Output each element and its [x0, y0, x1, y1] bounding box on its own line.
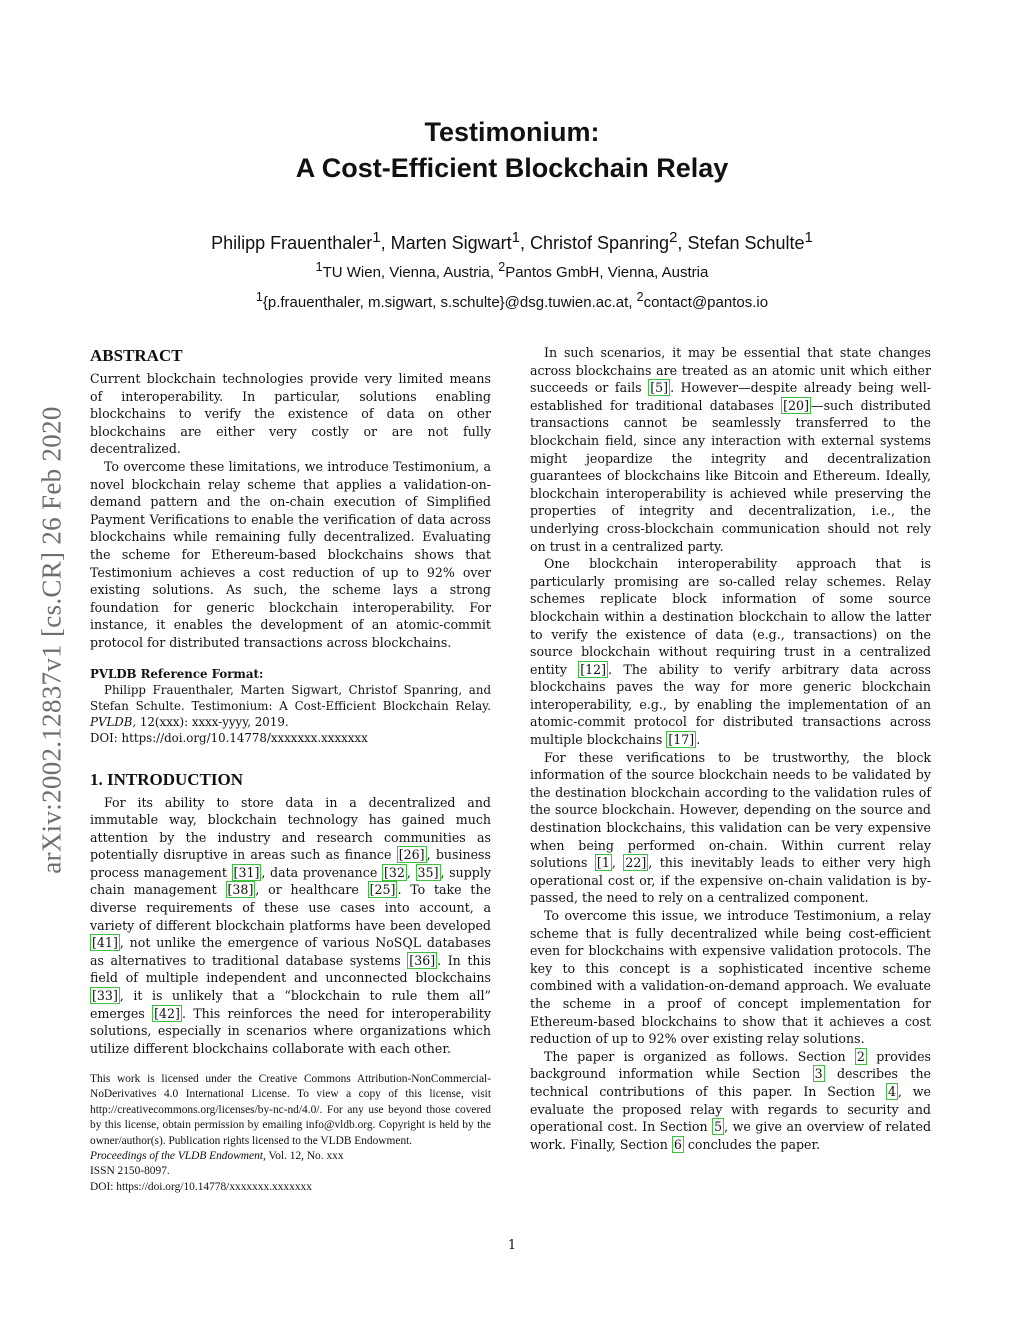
- text: One blockchain interoperability approach that is particularly promising are so-called relay schemes. Relay schemes replicate block information of some source blockchain within a destination blockchain to allow the latter to verify the existence of data (e.g., transactions) on the source blockchain without requiring trust in a centralized entity: [530, 556, 931, 677]
- text: , we evaluate the proposed relay with regards to security and operational cost. In Section: [530, 1083, 931, 1135]
- proceedings-volume: Vol. 12, No. xxx: [265, 1150, 344, 1163]
- abstract-heading: ABSTRACT: [90, 346, 183, 365]
- citation-link[interactable]: [33]: [92, 988, 118, 1004]
- author-3: Christof Spanring: [530, 233, 670, 253]
- citation-link[interactable]: [41]: [92, 935, 118, 951]
- text: . In this field of multiple independent and unconnected blockchains: [90, 952, 491, 986]
- text: , business process management: [90, 847, 491, 880]
- text: . However—despite already being well-established for traditional databases: [530, 380, 931, 413]
- citation-link[interactable]: [36]: [409, 952, 436, 968]
- text: , not unlike the emergence of various NoSQL databases as alternatives to traditional database systems: [90, 935, 491, 968]
- license-footnote: [90, 1072, 491, 1195]
- reference-venue: PVLDB: [90, 714, 133, 729]
- sup: 1: [804, 229, 813, 246]
- right-paragraph-5: [530, 1048, 931, 1154]
- citation-link[interactable]: [20]: [783, 397, 809, 413]
- citation-link[interactable]: [5]: [650, 380, 669, 396]
- text: . This reinforces the need for interoperability solutions, especially in scenarios where organizations which utilize different blockchains collaborate with each other.: [90, 1005, 491, 1056]
- text: .: [696, 732, 701, 748]
- right-paragraph-4: To overcome this issue, we introduce Testimonium, a relay scheme that is fully decentralized while being cost-efficient even for blockchains with expensive validation protocols. The key to this concept is a sophisticated incentive scheme combined with a validation-on-demand approach. We evaluate the scheme in a proof of concept implementation for Ethereum-based blockchains to show that it achieves a cost reduction of up to 92% over existing relay solutions.: [530, 908, 931, 1047]
- text: , or healthcare: [255, 882, 368, 898]
- citation-link[interactable]: [1: [596, 855, 610, 871]
- citation-link[interactable]: [25]: [369, 882, 396, 898]
- emails: [0, 285, 1024, 315]
- affiliations: [0, 255, 1024, 285]
- reference-authors: Philipp Frauenthaler, Marten Sigwart, Christof Spanring, and Stefan Schulte. Testimonium: A Cost-Efficient Blockchain Relay.: [90, 682, 491, 713]
- introduction-heading: 1. INTRODUCTION: [90, 769, 244, 789]
- author-2: Marten Sigwart: [390, 233, 512, 253]
- text: . To take the diverse requirements of these use cases into account, a variety of different blockchain platforms have been developed: [90, 882, 492, 933]
- paper-title: [0, 114, 1024, 186]
- sup: 2: [669, 229, 678, 246]
- abstract-paragraph-1: Current blockchain technologies provide very limited means of interoperability. In particular, solutions enabling blockchains to verify the existence of data on other blockchains are either very costly or are not fully decentralized.: [90, 371, 491, 457]
- proceedings-line: [90, 1149, 491, 1164]
- text: , supply chain management: [90, 864, 491, 898]
- section-link[interactable]: 2: [856, 1048, 865, 1064]
- sup: 1: [511, 229, 520, 246]
- proceedings-title: Proceedings of the VLDB Endowment,: [90, 1150, 266, 1163]
- text: The paper is organized as follows. Section: [544, 1048, 855, 1064]
- text: . The ability to verify arbitrary data across blockchains paves the way for more generic blockchain interoperability, e.g., by enabling the implementation of an atomic-commit protocol for distributed transactions across multiple blockchains: [530, 661, 931, 748]
- text: ,: [406, 864, 416, 880]
- sup: 1: [372, 229, 381, 246]
- right-column: [530, 344, 931, 1153]
- affiliation-2: Pantos GmbH, Vienna, Austria: [505, 264, 709, 281]
- right-paragraph-2: [530, 555, 931, 749]
- license-doi-line: DOI: https://doi.org/10.14778/xxxxxxx.xxxxxxx: [90, 1180, 312, 1193]
- reference-venue-rest: , 12(xxx): xxxx-yyyy, 2019.: [132, 714, 289, 729]
- sup: 1: [315, 260, 323, 274]
- page-number: 1: [507, 1238, 517, 1253]
- text: For its ability to store data in a decentralized and immutable way, blockchain technology has gained much attention by the industry and research communities as potentially disruptive in areas such as finance: [90, 794, 491, 863]
- reference-format-heading: PVLDB Reference Format:: [90, 666, 264, 681]
- author-1: Philipp Frauenthaler: [211, 233, 373, 253]
- text: For these verifications to be trustworthy, the block information of the source blockchain needs to be validated by the destination blockchain according to the validation rules of the source blockchain. However, depending on the source and destination blockchains, this validation can be very expensive when being performed on-chain. Within current relay solutions: [530, 749, 931, 871]
- citation-link[interactable]: [31]: [233, 864, 260, 880]
- author-names: Philipp Frauenthaler$^1$, Marten Sigwart$^1$, Christof Spanring$^2$, Stefan Schulte$^1$: [211, 229, 813, 253]
- text: , data provenance: [261, 864, 382, 880]
- section-link[interactable]: 5: [714, 1119, 723, 1135]
- text: ,: [611, 855, 624, 871]
- section-link[interactable]: 3: [814, 1066, 823, 1082]
- text: describes the technical contributions of this paper. In Section: [530, 1066, 932, 1099]
- section-link[interactable]: 4: [887, 1083, 896, 1099]
- text: —such distributed transactions cannot be seamlessly transferred to the blockchain field, since any interaction with external systems might jeopardize the integrity and decentralization guarantees of blockchains like Bitcoin and Ethereum. Ideally, blockchain interoperability is achieved while preserving the properties of integrity and decentralization, i.e., the underlying cross-blockchain communication should not rely on trust in a centralized party.: [530, 397, 931, 554]
- title-line-1: Testimonium:: [424, 117, 600, 147]
- text: In such scenarios, it may be essential that state changes across blockchains are treated as an atomic unit which either succeeds or fails: [530, 345, 931, 396]
- citation-link[interactable]: [17]: [668, 732, 695, 748]
- abstract-paragraph-2: To overcome these limitations, we introduce Testimonium, a novel blockchain relay scheme that applies a validation-on-demand pattern and the on-chain execution of Simplified Payment Verifications to enable the verification of data across blockchains while remaining fully decentralized. Evaluating the scheme for Ethereum-based blockchains shows that Testimonium achieves a cost reduction of up to 92% over existing solutions. As such, the scheme lays a strong foundation for generic blockchain interoperability. For instance, it enables the development of an atomic-commit protocol for distributed transactions across blockchains.: [90, 458, 491, 650]
- citation-link[interactable]: 35]: [417, 864, 439, 880]
- email-1[interactable]: {p.frauenthaler, m.sigwart, s.schulte}@dsg.tuwien.ac.at,: [262, 294, 637, 311]
- reference-format-body: [90, 682, 491, 746]
- license-text: This work is licensed under the Creative Commons Attribution-NonCommercial-NoDerivatives 4.0 International License. To view a copy of this license, visit http://creativecommons.org/licenses/by-nc-nd/4.0/. For any use beyond those covered by this license, obtain permission by emailing info@vldb.org. Copyright is held by the owner/author(s). Publication rights licensed to the VLDB Endowment.: [90, 1073, 491, 1147]
- citation-link[interactable]: [42]: [154, 1005, 180, 1021]
- text: , this inevitably leads to either very high operational cost or, if the expensive on-chain validation is by-passed, the need to rely on a centralized component.: [530, 855, 931, 906]
- author-block: [0, 226, 1024, 315]
- citation-link[interactable]: 22]: [625, 855, 647, 871]
- author-4: Stefan Schulte: [687, 233, 805, 253]
- citation-link[interactable]: [38]: [227, 882, 254, 898]
- text: , we give an overview of related work. Finally, Section: [530, 1119, 932, 1152]
- title-line-2: A Cost-Efficient Blockchain Relay: [295, 153, 729, 183]
- right-paragraph-3: [530, 749, 931, 907]
- citation-link[interactable]: [12]: [580, 661, 607, 677]
- reference-doi: DOI: https://doi.org/10.14778/xxxxxxx.xxxxxxx: [90, 730, 368, 745]
- left-column: [90, 344, 491, 1057]
- right-paragraph-1: [530, 344, 931, 555]
- text: , it is unlikely that a “blockchain to rule them all” emerges: [90, 988, 491, 1021]
- citation-link[interactable]: [26]: [398, 847, 425, 863]
- section-link[interactable]: 6: [673, 1136, 682, 1152]
- text: concludes the paper.: [683, 1136, 821, 1152]
- arxiv-identifier: arXiv:2002.12837v1 [cs.CR] 26 Feb 2020: [36, 406, 67, 874]
- email-2[interactable]: contact@pantos.io: [643, 294, 769, 311]
- sup: 2: [498, 260, 506, 274]
- introduction-paragraph-1: [90, 794, 491, 1058]
- text: provides background information while Section: [530, 1048, 931, 1082]
- sup: 1: [255, 290, 263, 304]
- issn-line: ISSN 2150-8097.: [90, 1165, 170, 1178]
- sup: 2: [636, 290, 644, 304]
- citation-link[interactable]: [32: [383, 864, 405, 880]
- affiliation-1: TU Wien, Vienna, Austria,: [322, 264, 499, 281]
